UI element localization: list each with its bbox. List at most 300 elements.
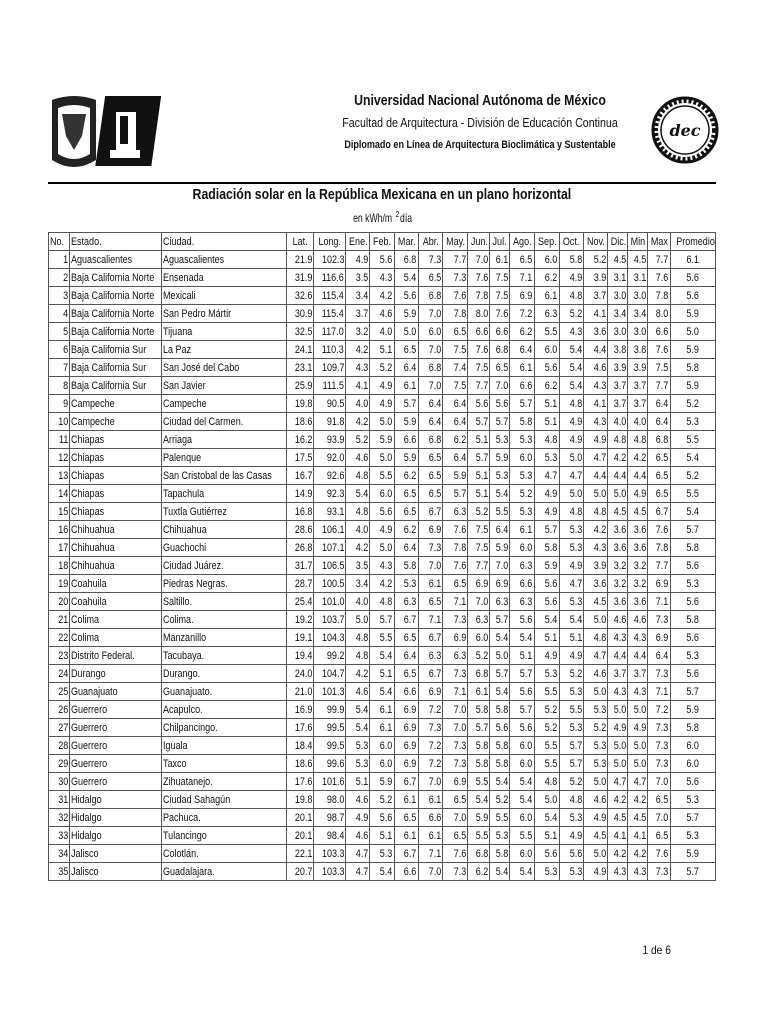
table-cell: 5.2 xyxy=(468,503,490,521)
table-cell: Campeche xyxy=(70,395,162,413)
table-cell: 28.7 xyxy=(286,575,313,593)
table-cell: Chihuahua xyxy=(161,521,286,539)
table-cell: Acapulco. xyxy=(161,701,286,719)
table-cell: Tapachula xyxy=(161,485,286,503)
table-cell: 106.5 xyxy=(313,557,345,575)
table-cell: Tacubaya. xyxy=(161,647,286,665)
table-cell: 3.7 xyxy=(608,665,628,683)
table-cell: 5.6 xyxy=(534,575,559,593)
table-cell: 5.6 xyxy=(370,809,394,827)
table-cell: 5.2 xyxy=(510,485,534,503)
table-cell: 7.3 xyxy=(442,737,467,755)
table-cell: Chiapas xyxy=(70,485,162,503)
table-row xyxy=(49,719,716,737)
table-cell: 6.7 xyxy=(418,629,442,647)
table-cell: 7.2 xyxy=(418,701,442,719)
column-header: Ene. xyxy=(346,233,370,251)
table-cell: 6.1 xyxy=(394,791,418,809)
table-cell: 92.3 xyxy=(313,485,345,503)
table-cell: 19.2 xyxy=(286,611,313,629)
table-cell: 6.1 xyxy=(394,827,418,845)
table-cell: 3.1 xyxy=(608,269,628,287)
table-cell: 5.6 xyxy=(670,629,716,647)
table-cell: 5.8 xyxy=(510,413,534,431)
table-cell: Coahuila xyxy=(70,593,162,611)
table-row xyxy=(49,521,716,539)
table-cell: 5.0 xyxy=(559,485,583,503)
table-cell: 5.5 xyxy=(670,485,716,503)
table-cell: 6.9 xyxy=(418,521,442,539)
table-cell: 5.3 xyxy=(534,449,559,467)
table-cell: 4.6 xyxy=(346,683,370,701)
table-row xyxy=(49,575,716,593)
table-cell: 93.1 xyxy=(313,503,345,521)
table-cell: 7.3 xyxy=(442,755,467,773)
table-cell: 5.4 xyxy=(490,629,510,647)
table-cell: 5.9 xyxy=(394,413,418,431)
table-cell: 5.0 xyxy=(608,755,628,773)
table-cell: 7.3 xyxy=(648,665,670,683)
table-cell: Hidalgo xyxy=(70,791,162,809)
table-cell: Hidalgo xyxy=(70,809,162,827)
table-cell: 4.9 xyxy=(583,863,607,881)
table-cell: 4.0 xyxy=(608,413,628,431)
table-cell: 111.5 xyxy=(313,377,345,395)
table-row xyxy=(49,251,716,269)
table-cell: 5.6 xyxy=(670,269,716,287)
table-cell: 28 xyxy=(49,737,70,755)
table-cell: 30.9 xyxy=(286,305,313,323)
table-cell: 4.2 xyxy=(346,413,370,431)
table-cell: Pachuca. xyxy=(161,809,286,827)
table-cell: 3.6 xyxy=(608,593,628,611)
table-cell: Guerrero xyxy=(70,755,162,773)
table-cell: 7.2 xyxy=(418,755,442,773)
table-cell: 5.8 xyxy=(468,737,490,755)
table-cell: 6.4 xyxy=(648,647,670,665)
table-cell: 7.0 xyxy=(442,809,467,827)
table-cell: Palenque xyxy=(161,449,286,467)
table-cell: 17.6 xyxy=(286,719,313,737)
table-cell: 5.8 xyxy=(534,539,559,557)
table-cell: 7.1 xyxy=(418,611,442,629)
table-cell: 5.8 xyxy=(670,611,716,629)
table-cell: Ciudad Sahagún xyxy=(161,791,286,809)
table-cell: 5.6 xyxy=(468,395,490,413)
table-cell: 19.1 xyxy=(286,629,313,647)
table-cell: 5.0 xyxy=(370,413,394,431)
table-cell: 6.0 xyxy=(670,755,716,773)
table-cell: 3.6 xyxy=(583,323,607,341)
table-cell: 5.2 xyxy=(468,647,490,665)
dec-logo-text: dec xyxy=(669,121,701,140)
table-cell: 6.8 xyxy=(418,359,442,377)
table-cell: 5.2 xyxy=(559,665,583,683)
table-cell: 6.2 xyxy=(394,521,418,539)
table-cell: 2 xyxy=(49,269,70,287)
table-cell: 6.8 xyxy=(490,341,510,359)
table-cell: 5.7 xyxy=(490,665,510,683)
table-cell: 4.9 xyxy=(370,377,394,395)
table-cell: 17.5 xyxy=(286,449,313,467)
table-cell: 31.9 xyxy=(286,269,313,287)
table-cell: 6.1 xyxy=(418,827,442,845)
table-cell: 6.7 xyxy=(394,773,418,791)
table-cell: 4.1 xyxy=(628,827,648,845)
table-cell: 5.2 xyxy=(490,791,510,809)
table-cell: 5.4 xyxy=(510,863,534,881)
table-cell: 5.0 xyxy=(583,845,607,863)
table-cell: 5.3 xyxy=(490,827,510,845)
table-row xyxy=(49,449,716,467)
table-cell: 31 xyxy=(49,791,70,809)
table-cell: 5.3 xyxy=(346,755,370,773)
table-cell: 4.2 xyxy=(608,449,628,467)
table-cell: 4.2 xyxy=(346,665,370,683)
column-header: May. xyxy=(442,233,467,251)
table-cell: 6.1 xyxy=(490,251,510,269)
table-cell: 7.5 xyxy=(490,287,510,305)
table-cell: 5.4 xyxy=(510,773,534,791)
table-cell: 3.7 xyxy=(583,287,607,305)
table-cell: 7.6 xyxy=(442,287,467,305)
table-cell: 5.5 xyxy=(534,683,559,701)
table-cell: 5.5 xyxy=(468,773,490,791)
table-cell: 14 xyxy=(49,485,70,503)
table-cell: 4.1 xyxy=(583,395,607,413)
table-cell: 5.4 xyxy=(346,701,370,719)
table-cell: 5.2 xyxy=(583,251,607,269)
table-cell: 7.0 xyxy=(490,377,510,395)
table-cell: 4.0 xyxy=(346,593,370,611)
table-cell: 5.1 xyxy=(468,467,490,485)
table-cell: 6.6 xyxy=(648,323,670,341)
table-cell: Iguala xyxy=(161,737,286,755)
table-cell: 4.9 xyxy=(534,503,559,521)
table-cell: 4.9 xyxy=(583,809,607,827)
table-row xyxy=(49,395,716,413)
table-cell: 5.0 xyxy=(583,611,607,629)
table-cell: 5.8 xyxy=(670,359,716,377)
table-cell: 7.6 xyxy=(490,305,510,323)
table-cell: 5.6 xyxy=(510,719,534,737)
table-cell: 6.5 xyxy=(648,449,670,467)
table-cell: 21 xyxy=(49,611,70,629)
table-cell: 6.3 xyxy=(534,305,559,323)
table-cell: 92.6 xyxy=(313,467,345,485)
table-cell: Tijuana xyxy=(161,323,286,341)
table-cell: 5.5 xyxy=(670,431,716,449)
table-cell: 7.0 xyxy=(418,557,442,575)
table-cell: 5.1 xyxy=(370,341,394,359)
table-cell: 5.4 xyxy=(559,359,583,377)
table-cell: 4.4 xyxy=(608,647,628,665)
table-cell: Baja California Sur xyxy=(70,341,162,359)
table-cell: 5.0 xyxy=(370,539,394,557)
column-header: Feb. xyxy=(370,233,394,251)
table-cell: 4.3 xyxy=(559,323,583,341)
table-cell: 4.2 xyxy=(628,449,648,467)
table-cell: 7.0 xyxy=(648,809,670,827)
table-cell: 5.2 xyxy=(670,467,716,485)
table-cell: 5.3 xyxy=(510,503,534,521)
table-cell: 6.0 xyxy=(670,737,716,755)
table-cell: 102.3 xyxy=(313,251,345,269)
table-cell: 6.1 xyxy=(510,359,534,377)
table-cell: 16.8 xyxy=(286,503,313,521)
table-cell: Ensenada xyxy=(161,269,286,287)
table-cell: 6.5 xyxy=(394,629,418,647)
table-cell: 7.7 xyxy=(648,251,670,269)
table-row xyxy=(49,737,716,755)
table-cell: 11 xyxy=(49,431,70,449)
table-cell: Zihuatanejo. xyxy=(161,773,286,791)
table-cell: 28.6 xyxy=(286,521,313,539)
table-cell: 5.9 xyxy=(670,701,716,719)
table-cell: 7.7 xyxy=(648,377,670,395)
table-cell: 5.4 xyxy=(490,773,510,791)
table-cell: 4.9 xyxy=(346,809,370,827)
table-cell: 5.4 xyxy=(559,611,583,629)
table-cell: 4 xyxy=(49,305,70,323)
table-cell: 7.7 xyxy=(648,557,670,575)
table-cell: 6.4 xyxy=(442,413,467,431)
table-cell: Tulancingo xyxy=(161,827,286,845)
table-cell: 4.2 xyxy=(628,845,648,863)
table-cell: 6.9 xyxy=(490,575,510,593)
table-cell: 5.3 xyxy=(559,863,583,881)
table-cell: Manzanillo xyxy=(161,629,286,647)
table-cell: 3.6 xyxy=(583,575,607,593)
table-cell: 3 xyxy=(49,287,70,305)
table-cell: 18.6 xyxy=(286,755,313,773)
table-cell: 3.7 xyxy=(608,377,628,395)
table-cell: 7.6 xyxy=(648,341,670,359)
table-cell: 19.4 xyxy=(286,647,313,665)
table-cell: 4.8 xyxy=(583,629,607,647)
table-row xyxy=(49,665,716,683)
table-cell: 5.4 xyxy=(559,341,583,359)
table-cell: 100.5 xyxy=(313,575,345,593)
table-cell: 6.9 xyxy=(442,629,467,647)
table-cell: 7.5 xyxy=(490,269,510,287)
table-cell: 5.3 xyxy=(670,827,716,845)
table-cell: 5.7 xyxy=(442,485,467,503)
table-cell: 6.5 xyxy=(394,665,418,683)
table-row xyxy=(49,413,716,431)
table-cell: 3.2 xyxy=(608,557,628,575)
table-cell: 5.5 xyxy=(490,503,510,521)
table-cell: 5.9 xyxy=(490,539,510,557)
dec-logo xyxy=(650,86,720,176)
table-cell: 24 xyxy=(49,665,70,683)
table-cell: 4.8 xyxy=(346,503,370,521)
table-cell: 3.9 xyxy=(608,359,628,377)
unam-logo xyxy=(46,90,166,180)
table-cell: 3.6 xyxy=(608,521,628,539)
table-cell: 6.0 xyxy=(534,341,559,359)
table-cell: 5.3 xyxy=(559,719,583,737)
table-cell: 7.5 xyxy=(442,377,467,395)
table-cell: 3.0 xyxy=(628,323,648,341)
table-cell: 6.9 xyxy=(648,575,670,593)
table-cell: 7.0 xyxy=(418,305,442,323)
table-cell: 3.4 xyxy=(608,305,628,323)
table-cell: Chiapas xyxy=(70,467,162,485)
table-cell: 35 xyxy=(49,863,70,881)
table-cell: 6.4 xyxy=(394,647,418,665)
table-cell: 4.3 xyxy=(370,269,394,287)
table-cell: 5.6 xyxy=(510,611,534,629)
table-cell: 6.2 xyxy=(510,323,534,341)
column-header: Ciudad. xyxy=(161,233,286,251)
table-cell: Aguascalientes xyxy=(70,251,162,269)
table-cell: 6.3 xyxy=(510,557,534,575)
table-cell: 4.3 xyxy=(628,863,648,881)
table-cell: 3.1 xyxy=(628,269,648,287)
table-cell: 6.2 xyxy=(534,377,559,395)
table-cell: 5.1 xyxy=(468,431,490,449)
table-cell: 4.6 xyxy=(583,359,607,377)
table-cell: 7.5 xyxy=(442,341,467,359)
table-cell: 5.5 xyxy=(534,737,559,755)
table-cell: 6.5 xyxy=(418,467,442,485)
table-cell: La Paz xyxy=(161,341,286,359)
table-cell: 5.1 xyxy=(510,647,534,665)
table-cell: 5.9 xyxy=(670,341,716,359)
table-cell: 6.0 xyxy=(370,485,394,503)
table-cell: 15 xyxy=(49,503,70,521)
table-cell: 4.8 xyxy=(346,629,370,647)
table-cell: Ciudad del Carmen. xyxy=(161,413,286,431)
table-cell: 5.0 xyxy=(628,701,648,719)
column-header: Dic. xyxy=(608,233,628,251)
table-cell: 4.8 xyxy=(559,287,583,305)
table-cell: 6.4 xyxy=(648,395,670,413)
table-cell: 7.3 xyxy=(442,665,467,683)
table-cell: 4.7 xyxy=(583,647,607,665)
table-cell: 5.4 xyxy=(346,719,370,737)
table-cell: 5.6 xyxy=(510,683,534,701)
table-cell: 6.1 xyxy=(534,287,559,305)
table-cell: 33 xyxy=(49,827,70,845)
university-name: Universidad Nacional Autónoma de México xyxy=(354,92,606,109)
table-row xyxy=(49,323,716,341)
table-cell: 5.4 xyxy=(670,503,716,521)
column-header: Oct. xyxy=(559,233,583,251)
table-cell: 6.3 xyxy=(394,593,418,611)
table-cell: 6.0 xyxy=(510,845,534,863)
table-cell: 5.7 xyxy=(510,665,534,683)
table-cell: 107.1 xyxy=(313,539,345,557)
table-cell: 4.6 xyxy=(608,611,628,629)
table-cell: 6.5 xyxy=(418,449,442,467)
table-cell: Campeche xyxy=(70,413,162,431)
table-cell: 6.9 xyxy=(394,701,418,719)
table-cell: 7.1 xyxy=(648,683,670,701)
table-cell: 4.8 xyxy=(534,431,559,449)
column-header: Nov. xyxy=(583,233,607,251)
table-cell: 6.5 xyxy=(510,251,534,269)
table-cell: 5.6 xyxy=(370,251,394,269)
table-cell: 115.4 xyxy=(313,287,345,305)
table-row xyxy=(49,287,716,305)
table-cell: 5.3 xyxy=(559,683,583,701)
table-cell: 6.2 xyxy=(534,269,559,287)
table-cell: 5.2 xyxy=(346,431,370,449)
table-cell: 3.7 xyxy=(628,395,648,413)
table-cell: 6.8 xyxy=(648,431,670,449)
table-cell: Ciudad Juárez. xyxy=(161,557,286,575)
table-cell: 21.9 xyxy=(286,251,313,269)
solar-radiation-table xyxy=(48,232,716,881)
table-cell: 6.4 xyxy=(418,395,442,413)
table-cell: 4.8 xyxy=(534,773,559,791)
table-cell: 6.6 xyxy=(394,863,418,881)
table-cell: 5.3 xyxy=(670,575,716,593)
table-cell: 3.8 xyxy=(608,341,628,359)
table-cell: 3.5 xyxy=(346,269,370,287)
table-cell: 6.8 xyxy=(418,287,442,305)
table-cell: 117.0 xyxy=(313,323,345,341)
table-cell: 6.2 xyxy=(442,431,467,449)
table-cell: 6.6 xyxy=(510,575,534,593)
table-cell: 7.3 xyxy=(648,611,670,629)
table-cell: 6.3 xyxy=(510,593,534,611)
table-row xyxy=(49,341,716,359)
table-cell: 5.4 xyxy=(490,683,510,701)
table-cell: 6.5 xyxy=(394,503,418,521)
table-cell: 4.0 xyxy=(370,323,394,341)
column-header: Promedio xyxy=(670,233,716,251)
table-cell: 6.0 xyxy=(510,449,534,467)
table-cell: 6.5 xyxy=(442,791,467,809)
table-row xyxy=(49,701,716,719)
table-row xyxy=(49,269,716,287)
table-cell: 17.6 xyxy=(286,773,313,791)
table-cell: 16 xyxy=(49,521,70,539)
table-cell: 5.9 xyxy=(394,305,418,323)
table-cell: 6 xyxy=(49,341,70,359)
table-cell: 4.9 xyxy=(559,827,583,845)
table-cell: 5.4 xyxy=(510,629,534,647)
table-cell: 5.7 xyxy=(510,395,534,413)
table-row xyxy=(49,539,716,557)
table-cell: 5.1 xyxy=(534,827,559,845)
table-cell: 5.3 xyxy=(670,647,716,665)
table-cell: 98.0 xyxy=(313,791,345,809)
table-cell: 5.7 xyxy=(670,683,716,701)
table-cell: 24.0 xyxy=(286,665,313,683)
table-cell: 23.1 xyxy=(286,359,313,377)
column-header: Min xyxy=(628,233,648,251)
table-cell: 4.8 xyxy=(370,593,394,611)
table-cell: 6.5 xyxy=(394,809,418,827)
table-cell: 115.4 xyxy=(313,305,345,323)
table-cell: 6.5 xyxy=(442,323,467,341)
table-cell: 6.8 xyxy=(468,665,490,683)
table-cell: 5.8 xyxy=(490,737,510,755)
table-cell: Baja California Sur xyxy=(70,359,162,377)
table-cell: 5.6 xyxy=(670,287,716,305)
table-cell: 5.0 xyxy=(628,755,648,773)
table-row xyxy=(49,647,716,665)
column-header: Ago. xyxy=(510,233,534,251)
table-cell: Taxco xyxy=(161,755,286,773)
table-cell: 99.5 xyxy=(313,737,345,755)
table-cell: 6.7 xyxy=(394,611,418,629)
table-cell: Tuxtla Gutiérrez xyxy=(161,503,286,521)
